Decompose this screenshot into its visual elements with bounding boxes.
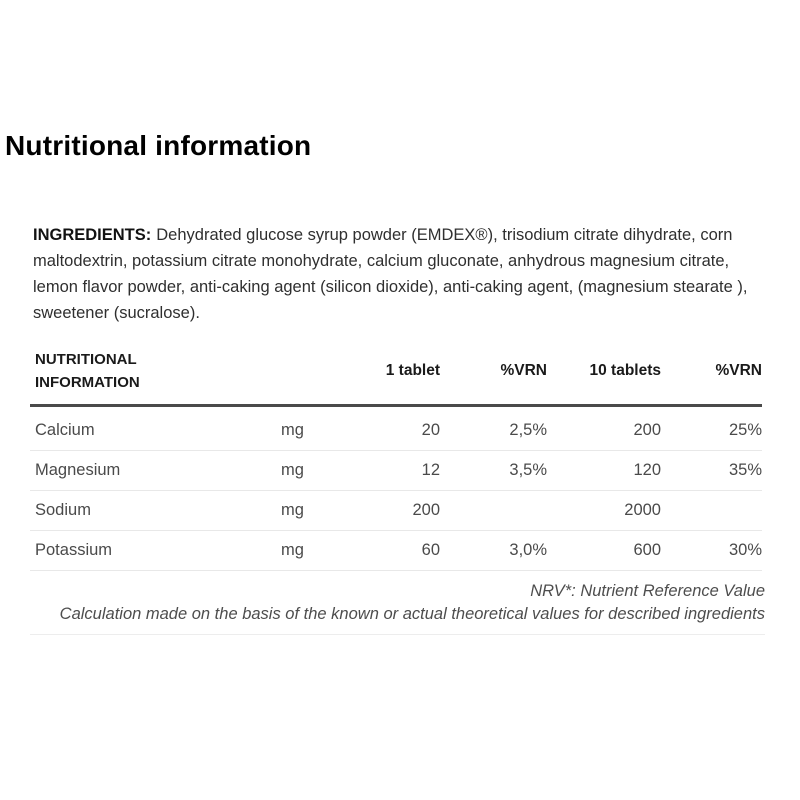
page-title: Nutritional information: [5, 130, 312, 161]
cell-vrn-tablet: [440, 491, 547, 531]
cell-vrn-tablet: 3,5%: [440, 451, 547, 491]
cell-vrn-tablet: 3,0%: [440, 531, 547, 571]
cell-per-tablet: 12: [340, 451, 440, 491]
table-row-magnesium: [30, 451, 762, 491]
ingredients-paragraph: [33, 222, 762, 326]
header-unit-spacer: [280, 348, 340, 406]
cell-nutrient-name: Sodium: [30, 491, 280, 531]
cell-per-10-tablets: 120: [547, 451, 661, 491]
cell-per-tablet: 200: [340, 491, 440, 531]
cell-vrn-10-tablets: 25%: [661, 406, 762, 451]
cell-unit: mg: [280, 451, 340, 491]
cell-vrn-10-tablets: 35%: [661, 451, 762, 491]
header-10-tablets: 10 tablets: [547, 348, 661, 406]
cell-nutrient-name: Calcium: [30, 406, 280, 451]
header-title-line2: INFORMATION: [35, 374, 140, 392]
header-1-tablet: 1 tablet: [340, 348, 440, 406]
table-row-potassium: [30, 531, 762, 571]
table-row-calcium: [30, 406, 762, 451]
cell-nutrient-name: Magnesium: [30, 451, 280, 491]
cell-per-10-tablets: 2000: [547, 491, 661, 531]
cell-vrn-tablet: 2,5%: [440, 406, 547, 451]
nutrition-table-header: [30, 348, 762, 406]
footnote-nrv: NRV*: Nutrient Reference Value: [530, 582, 765, 601]
nutrition-table-body: [30, 406, 762, 571]
bottom-divider: [30, 634, 765, 635]
header-vrn-1-tablet: %VRN: [440, 348, 547, 406]
ingredients-text: Dehydrated glucose syrup powder (EMDEX®), trisodium citrate dihydrate, corn maltodextrin, potassium citrate monohydrate, calcium gluconate, anhydrous magnesium citrate, lemon flavor powder, anti-caking agent (silicon dioxide), anti-caking agent, (magnesium stearate ), sweetener (sucralose).: [33, 226, 748, 323]
cell-per-10-tablets: 200: [547, 406, 661, 451]
cell-unit: mg: [280, 491, 340, 531]
footnotes: [30, 580, 765, 625]
header-nutritional-information: [30, 348, 280, 406]
ingredients-label: INGREDIENTS:: [33, 226, 152, 245]
footnote-calculation: Calculation made on the basis of the known or actual theoretical values for described ingredients: [59, 604, 765, 623]
header-row: [30, 348, 762, 406]
nutrition-table: [30, 348, 762, 571]
header-vrn-10-tablets: %VRN: [661, 348, 762, 406]
cell-per-10-tablets: 600: [547, 531, 661, 571]
table-row-sodium: [30, 491, 762, 531]
cell-unit: mg: [280, 531, 340, 571]
cell-vrn-10-tablets: 30%: [661, 531, 762, 571]
header-title-line1: NUTRITIONAL: [35, 351, 137, 369]
cell-vrn-10-tablets: [661, 491, 762, 531]
cell-per-tablet: 20: [340, 406, 440, 451]
cell-unit: mg: [280, 406, 340, 451]
cell-nutrient-name: Potassium: [30, 531, 280, 571]
cell-per-tablet: 60: [340, 531, 440, 571]
